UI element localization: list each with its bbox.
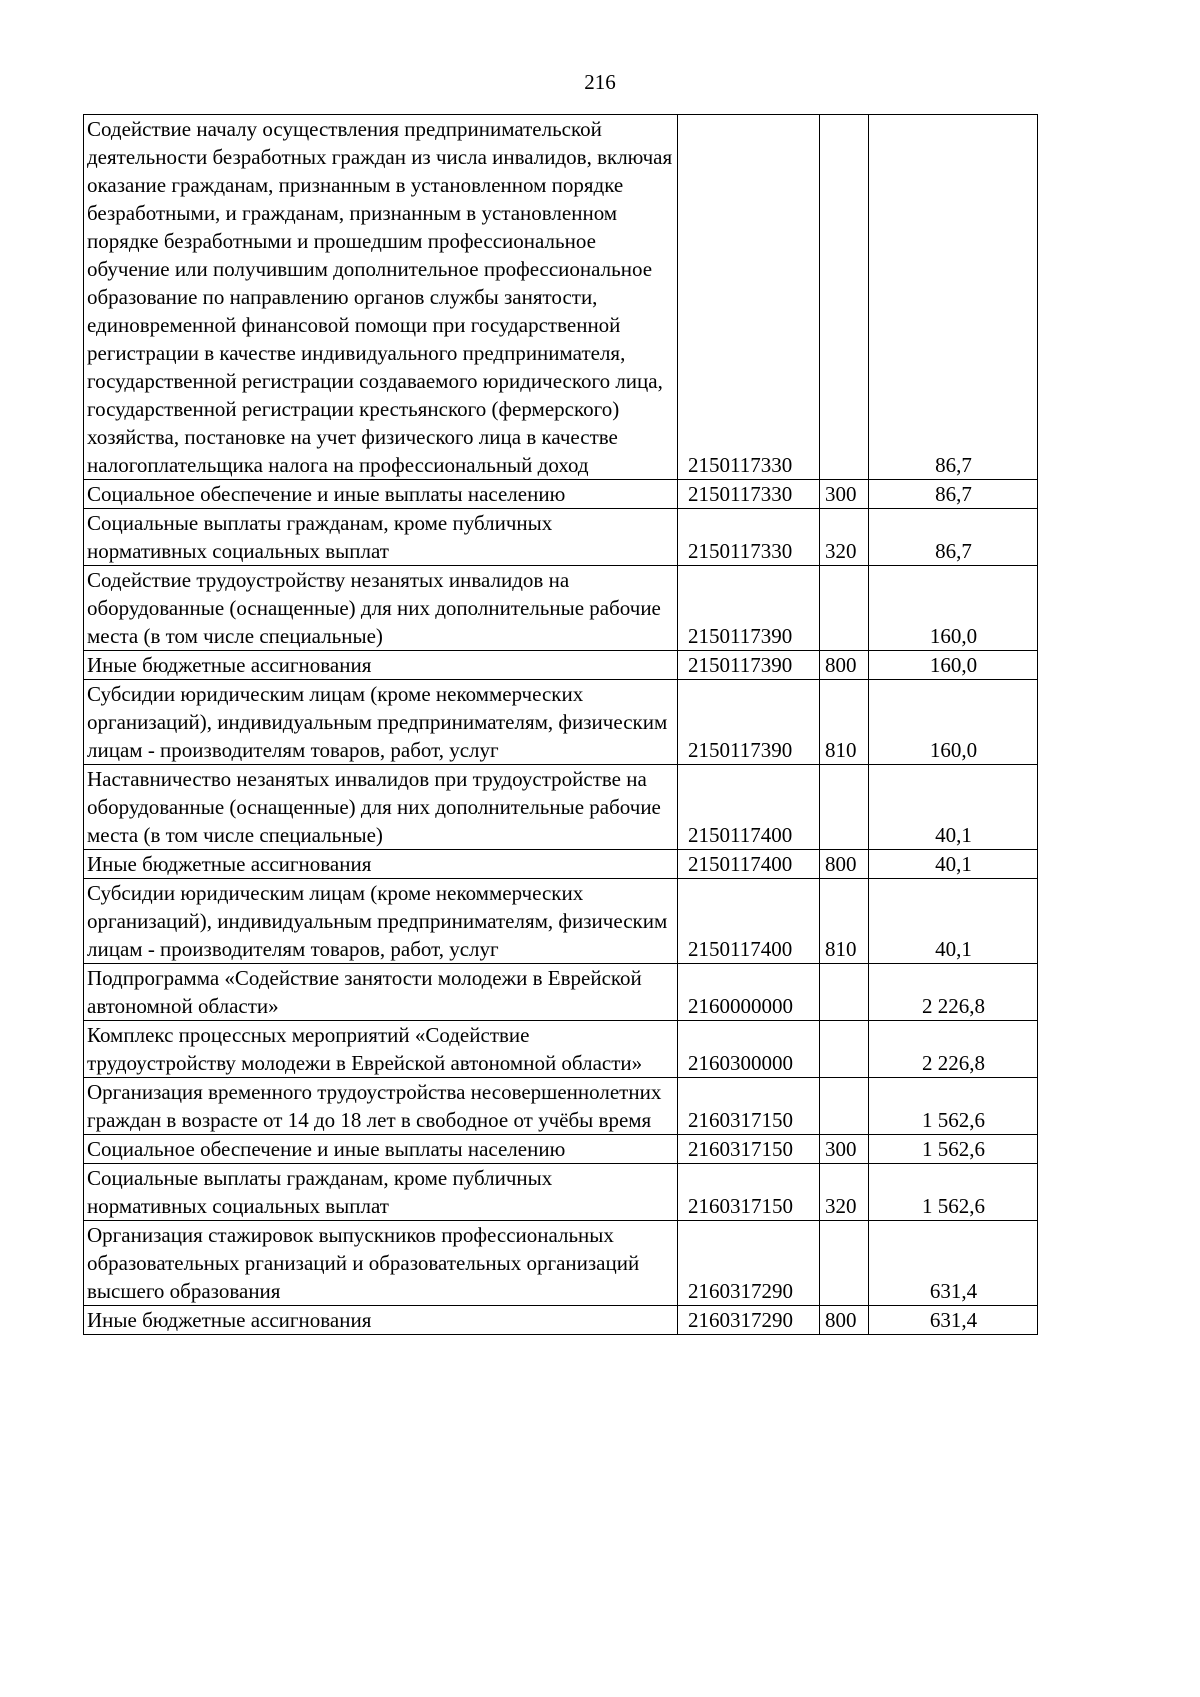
row-name: Подпрограмма «Содействие занятости молодежи в Еврейской автономной области»: [84, 964, 678, 1021]
row-expense-type: 800: [820, 850, 869, 879]
row-name: Содействие началу осуществления предпринимательской деятельности безработных граждан из числа инвалидов, включая оказание гражданам, признанным в установленном порядке безработными, и гражданам, признанным в установленном порядке безработными и прошедшим профессиональное обучение или получившим дополнительное профессиональное образование по направлению органов службы занятости, единовременной финансовой помощи при государственной регистрации в качестве индивидуального предпринимателя, государственной регистрации создаваемого юридического лица, государственной регистрации крестьянского (фермерского) хозяйства, постановке на учет физического лица в качестве налогоплательщика налога на профессиональный доход: [84, 115, 678, 480]
row-expense-type: 320: [820, 1164, 869, 1221]
row-target-code: 2150117390: [678, 566, 820, 651]
row-target-code: 2150117400: [678, 879, 820, 964]
row-amount: 160,0: [869, 680, 1038, 765]
row-expense-type: [820, 566, 869, 651]
row-expense-type: 800: [820, 651, 869, 680]
row-target-code: 2150117400: [678, 850, 820, 879]
row-name: Иные бюджетные ассигнования: [84, 850, 678, 879]
table-row: [84, 1078, 1038, 1135]
row-name: Организация временного трудоустройства несовершеннолетних граждан в возрасте от 14 до 18 лет в свободное от учёбы время: [84, 1078, 678, 1135]
table-row: [84, 765, 1038, 850]
table-row: [84, 680, 1038, 765]
row-target-code: 2160317290: [678, 1306, 820, 1335]
row-name: Наставничество незанятых инвалидов при трудоустройстве на оборудованные (оснащенные) для них дополнительные рабочие места (в том числе специальные): [84, 765, 678, 850]
row-target-code: 2150117330: [678, 480, 820, 509]
row-expense-type: 300: [820, 480, 869, 509]
row-expense-type: 320: [820, 509, 869, 566]
row-expense-type: 810: [820, 680, 869, 765]
table-row: [84, 1021, 1038, 1078]
row-target-code: 2160317150: [678, 1164, 820, 1221]
row-amount: 2 226,8: [869, 1021, 1038, 1078]
row-expense-type: [820, 115, 869, 480]
row-amount: 86,7: [869, 115, 1038, 480]
row-target-code: 2150117390: [678, 651, 820, 680]
table-row: [84, 850, 1038, 879]
row-amount: 1 562,6: [869, 1078, 1038, 1135]
row-amount: 40,1: [869, 765, 1038, 850]
table-row: [84, 509, 1038, 566]
row-amount: 160,0: [869, 651, 1038, 680]
row-amount: 40,1: [869, 879, 1038, 964]
row-target-code: 2150117390: [678, 680, 820, 765]
table-row: [84, 651, 1038, 680]
row-amount: 2 226,8: [869, 964, 1038, 1021]
row-amount: 86,7: [869, 480, 1038, 509]
row-amount: 86,7: [869, 509, 1038, 566]
table-row: [84, 566, 1038, 651]
row-expense-type: [820, 964, 869, 1021]
row-amount: 1 562,6: [869, 1135, 1038, 1164]
row-amount: 631,4: [869, 1221, 1038, 1306]
row-target-code: 2160317150: [678, 1078, 820, 1135]
row-name: Иные бюджетные ассигнования: [84, 1306, 678, 1335]
page-number: 216: [584, 70, 616, 94]
row-target-code: 2160317150: [678, 1135, 820, 1164]
row-expense-type: [820, 765, 869, 850]
row-expense-type: 800: [820, 1306, 869, 1335]
row-name: Комплекс процессных мероприятий «Содействие трудоустройству молодежи в Еврейской автономной области»: [84, 1021, 678, 1078]
row-name: Социальные выплаты гражданам, кроме публичных нормативных социальных выплат: [84, 1164, 678, 1221]
row-name: Социальное обеспечение и иные выплаты населению: [84, 1135, 678, 1164]
table-row: [84, 1135, 1038, 1164]
table-row: [84, 1306, 1038, 1335]
row-target-code: 2150117330: [678, 509, 820, 566]
row-name: Субсидии юридическим лицам (кроме некоммерческих организаций), индивидуальным предпринимателям, физическим лицам - производителям товаров, работ, услуг: [84, 879, 678, 964]
row-amount: 40,1: [869, 850, 1038, 879]
row-amount: 631,4: [869, 1306, 1038, 1335]
row-name: Содействие трудоустройству незанятых инвалидов на оборудованные (оснащенные) для них дополнительные рабочие места (в том числе специальные): [84, 566, 678, 651]
row-expense-type: [820, 1221, 869, 1306]
row-name: Иные бюджетные ассигнования: [84, 651, 678, 680]
table-row: [84, 480, 1038, 509]
table-row: [84, 964, 1038, 1021]
row-expense-type: [820, 1078, 869, 1135]
table-row: [84, 1164, 1038, 1221]
row-name: Социальное обеспечение и иные выплаты населению: [84, 480, 678, 509]
row-target-code: 2150117330: [678, 115, 820, 480]
row-target-code: 2160300000: [678, 1021, 820, 1078]
row-target-code: 2150117400: [678, 765, 820, 850]
row-name: Организация стажировок выпускников профессиональных образовательных рганизаций и образовательных организаций высшего образования: [84, 1221, 678, 1306]
row-name: Субсидии юридическим лицам (кроме некоммерческих организаций), индивидуальным предпринимателям, физическим лицам - производителям товаров, работ, услуг: [84, 680, 678, 765]
row-amount: 160,0: [869, 566, 1038, 651]
row-target-code: 2160317290: [678, 1221, 820, 1306]
row-name: Социальные выплаты гражданам, кроме публичных нормативных социальных выплат: [84, 509, 678, 566]
row-expense-type: [820, 1021, 869, 1078]
row-target-code: 2160000000: [678, 964, 820, 1021]
table-row: [84, 879, 1038, 964]
table-row: [84, 1221, 1038, 1306]
table-row: [84, 115, 1038, 480]
budget-table: [83, 114, 1038, 1335]
row-expense-type: 810: [820, 879, 869, 964]
budget-table-body: [84, 115, 1038, 1335]
row-amount: 1 562,6: [869, 1164, 1038, 1221]
row-expense-type: 300: [820, 1135, 869, 1164]
